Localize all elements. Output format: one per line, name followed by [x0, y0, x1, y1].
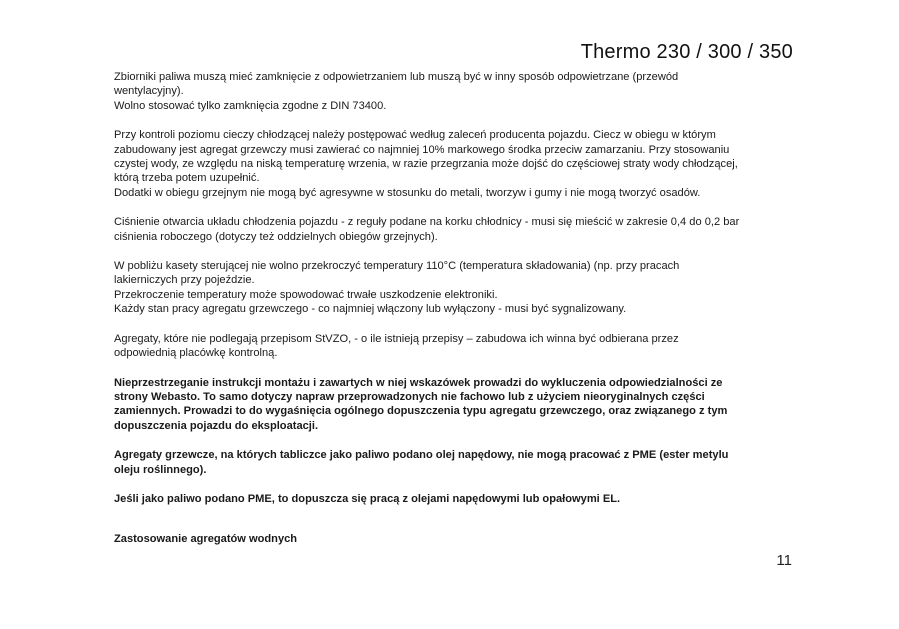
text-line: zabudowany jest agregat grzewczy musi zawierać co najmniej 10% markowego środka przeciw zamarzaniu. Przy stosowaniu [114, 143, 730, 156]
document-title: Thermo 230 / 300 / 350 [580, 41, 793, 63]
text-line: wentylacyjny). [114, 85, 184, 98]
paragraph-cooling-pressure [114, 215, 804, 244]
paragraph-stvzo [114, 332, 804, 361]
text-line: Dodatki w obiegu grzejnym nie mogą być agresywne w stosunku do metali, tworzyw i gumy i nie mogą tworzyć osadów. [114, 186, 701, 199]
paragraph-pme-allowed [114, 492, 804, 506]
paragraph-control-unit-temperature [114, 259, 804, 317]
paragraph-liability-warning [114, 376, 804, 434]
text-line: zamiennych. Prowadzi to do wygaśnięcia ogólnego dopuszczenia typu agregatu grzewczego, oraz związanego z tym [114, 405, 728, 418]
document-body [114, 70, 804, 547]
paragraph-fuel-tanks [114, 70, 804, 113]
text-line: W pobliżu kasety sterującej nie wolno przekroczyć temperatury 110°C (temperatura składowania) (np. przy pracach [114, 260, 680, 273]
text-line: Przekroczenie temperatury może spowodować trwałe uszkodzenie elektroniki. [114, 288, 498, 301]
paragraph-coolant-level [114, 128, 804, 200]
text-line: lakierniczych przy pojeździe. [114, 274, 255, 287]
text-line: oleju roślinnego). [114, 463, 207, 476]
text-line: Ciśnienie otwarcia układu chłodzenia pojazdu - z reguły podane na korku chłodnicy - musi się mieścić w zakresie 0,4 do 0,2 bar [114, 216, 740, 229]
text-line: odpowiednią placówkę kontrolną. [114, 347, 278, 360]
text-line: dopuszczenia pojazdu do eksploatacji. [114, 419, 319, 432]
text-line: Zbiorniki paliwa muszą mieć zamknięcie z odpowietrzaniem lub muszą być w inny sposób odpowietrzane (przewód [114, 71, 679, 83]
text-line: Nieprzestrzeganie instrukcji montażu i zawartych w niej wskazówek prowadzi do wykluczenia odpowiedzialności ze [114, 376, 723, 389]
text-line: Agregaty, które nie podlegają przepisom StVZO, - o ile istnieją przepisy – zabudowa ich winna być odbierana przez [114, 332, 679, 345]
text-line: Agregaty grzewcze, na których tabliczce jako paliwo podano olej napędowy, nie mogą pracować z PME (ester metylu [114, 449, 729, 462]
text-line: którą trzeba potem uzupełnić. [114, 172, 260, 185]
page-number: 11 [776, 552, 792, 569]
text-line: strony Webasto. To samo dotyczy napraw przeprowadzonych nie fachowo lub z użyciem nieoryginalnych części [114, 390, 705, 403]
text-line: Każdy stan pracy agregatu grzewczego - co najmniej włączony lub wyłączony - musi być sygnalizowany. [114, 303, 627, 316]
section-heading: Zastosowanie agregatów wodnych [114, 533, 298, 546]
text-line: czystej wody, ze względu na niską temperaturę wrzenia, w razie przegrzania może dojść do częściowej straty wody chłodzącej, [114, 158, 738, 171]
text-line: ciśnienia roboczego (dotyczy też oddzielnych obiegów grzejnych). [114, 230, 438, 243]
text-line: Jeśli jako paliwo podano PME, to dopuszcza się pracą z olejami napędowymi lub opałowymi EL. [114, 492, 621, 505]
paragraph-pme-warning [114, 448, 804, 477]
text-line: Przy kontroli poziomu cieczy chłodzącej należy postępować według zaleceń producenta pojazdu. Ciecz w obiegu w którym [114, 129, 716, 142]
text-line: Wolno stosować tylko zamknięcia zgodne z DIN 73400. [114, 99, 387, 112]
